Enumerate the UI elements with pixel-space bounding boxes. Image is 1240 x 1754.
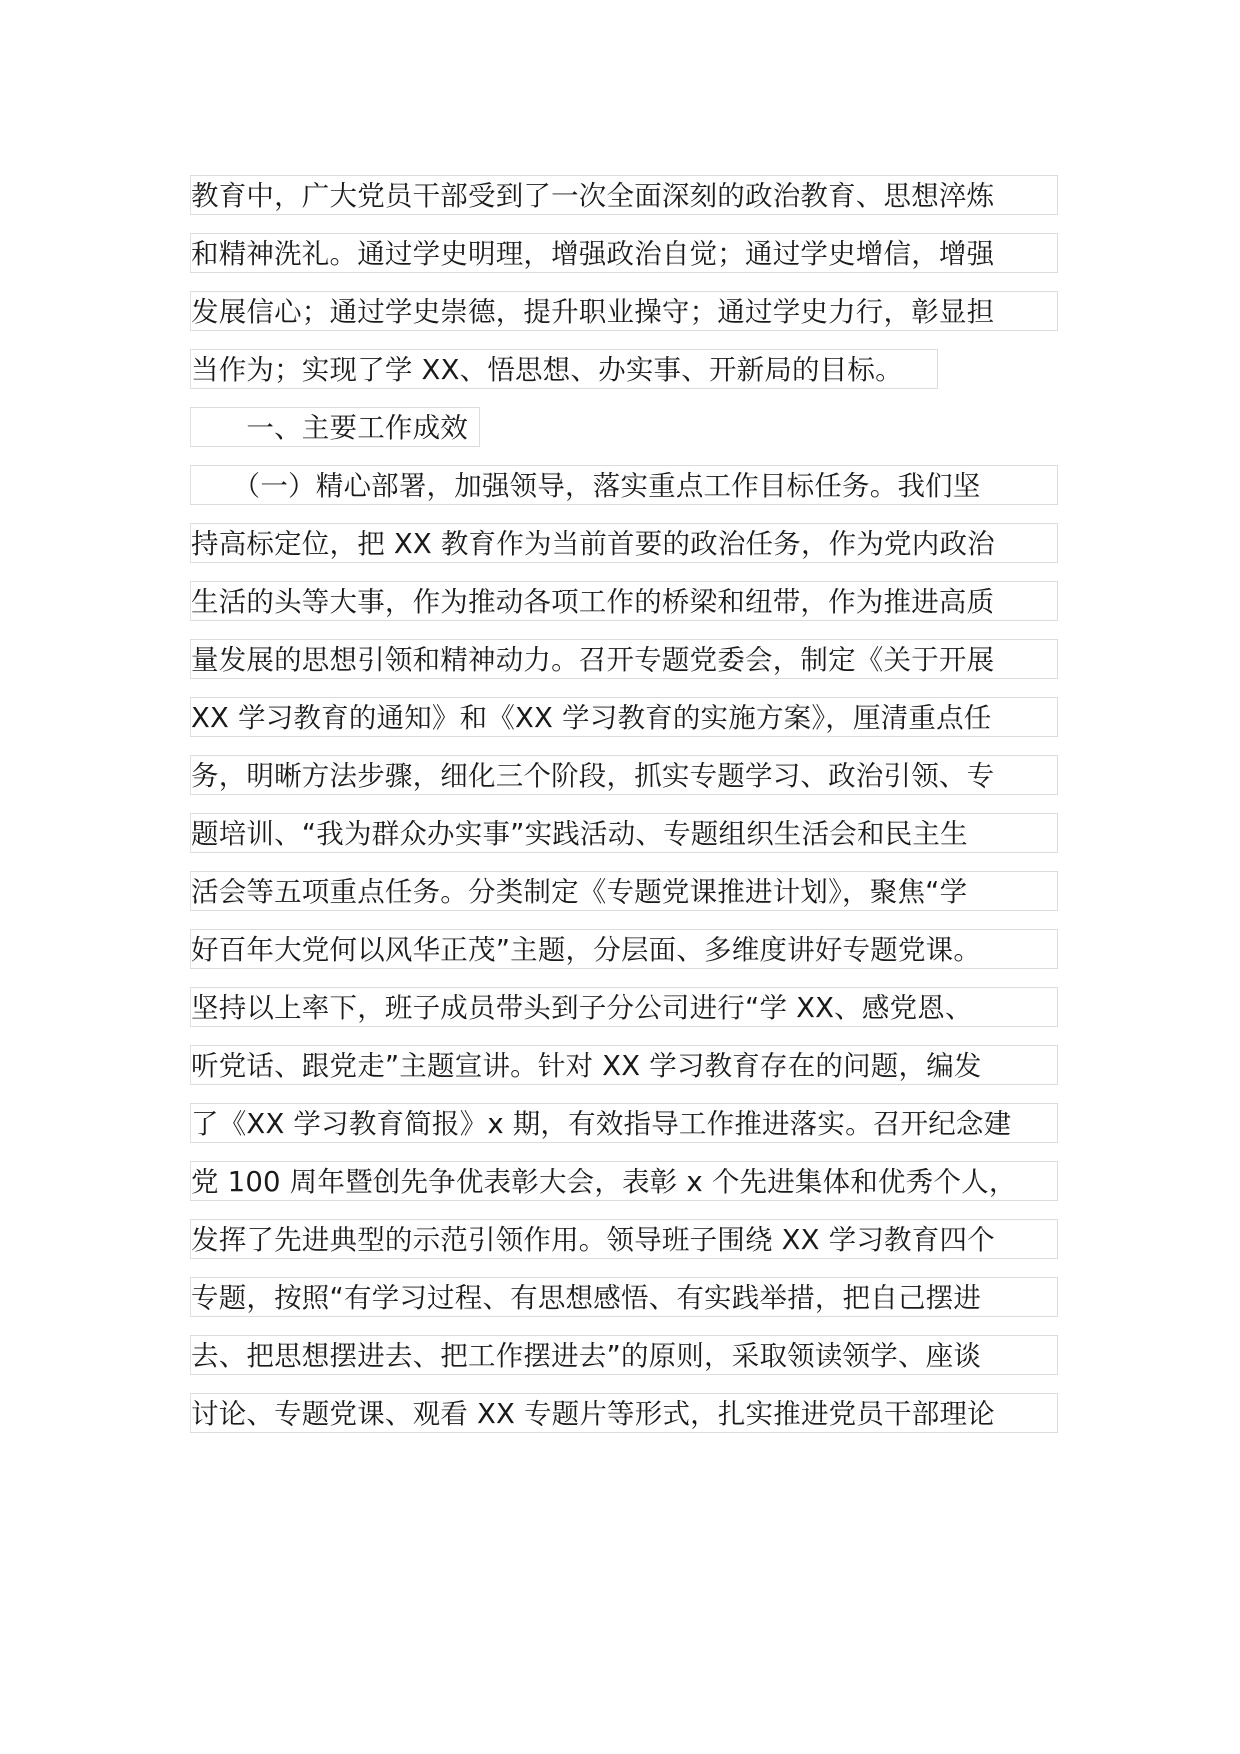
text-line: 发挥了先进典型的示范引领作用。领导班子围绕 XX 学习教育四个 (190, 1219, 1058, 1259)
text-line: （一）精心部署，加强领导，落实重点工作目标任务。我们坚 (190, 465, 1058, 505)
text-line: 量发展的思想引领和精神动力。召开专题党委会，制定《关于开展 (190, 639, 1058, 679)
text-line: 务，明晰方法步骤，细化三个阶段，抓实专题学习、政治引领、专 (190, 755, 1058, 795)
text-line: 了《XX 学习教育简报》x 期，有效指导工作推进落实。召开纪念建 (190, 1103, 1058, 1143)
section-heading: 一、主要工作成效 (190, 407, 480, 447)
text-line: 去、把思想摆进去、把工作摆进去”的原则，采取领读领学、座谈 (190, 1335, 1058, 1375)
text-line: 当作为；实现了学 XX、悟思想、办实事、开新局的目标。 (190, 349, 938, 389)
text-line: 持高标定位，把 XX 教育作为当前首要的政治任务，作为党内政治 (190, 523, 1058, 563)
text-line: 坚持以上率下，班子成员带头到子分公司进行“学 XX、感党恩、 (190, 987, 1058, 1027)
text-line: 听党话、跟党走”主题宣讲。针对 XX 学习教育存在的问题，编发 (190, 1045, 1058, 1085)
text-line: 专题，按照“有学习过程、有思想感悟、有实践举措，把自己摆进 (190, 1277, 1058, 1317)
text-line: 发展信心；通过学史崇德，提升职业操守；通过学史力行，彰显担 (190, 291, 1058, 331)
text-line: 党 100 周年暨创先争优表彰大会，表彰 x 个先进集体和优秀个人， (190, 1161, 1058, 1201)
text-line: 好百年大党何以风华正茂”主题，分层面、多维度讲好专题党课。 (190, 929, 1058, 969)
text-line: 讨论、专题党课、观看 XX 专题片等形式，扎实推进党员干部理论 (190, 1393, 1058, 1433)
text-line: 和精神洗礼。通过学史明理，增强政治自觉；通过学史增信，增强 (190, 233, 1058, 273)
text-line: 教育中，广大党员干部受到了一次全面深刻的政治教育、思想淬炼 (190, 175, 1058, 215)
text-line: XX 学习教育的通知》和《XX 学习教育的实施方案》，厘清重点任 (190, 697, 1058, 737)
text-line: 生活的头等大事，作为推动各项工作的桥梁和纽带，作为推进高质 (190, 581, 1058, 621)
text-line: 题培训、“我为群众办实事”实践活动、专题组织生活会和民主生 (190, 813, 1058, 853)
text-line: 活会等五项重点任务。分类制定《专题党课推进计划》，聚焦“学 (190, 871, 1058, 911)
